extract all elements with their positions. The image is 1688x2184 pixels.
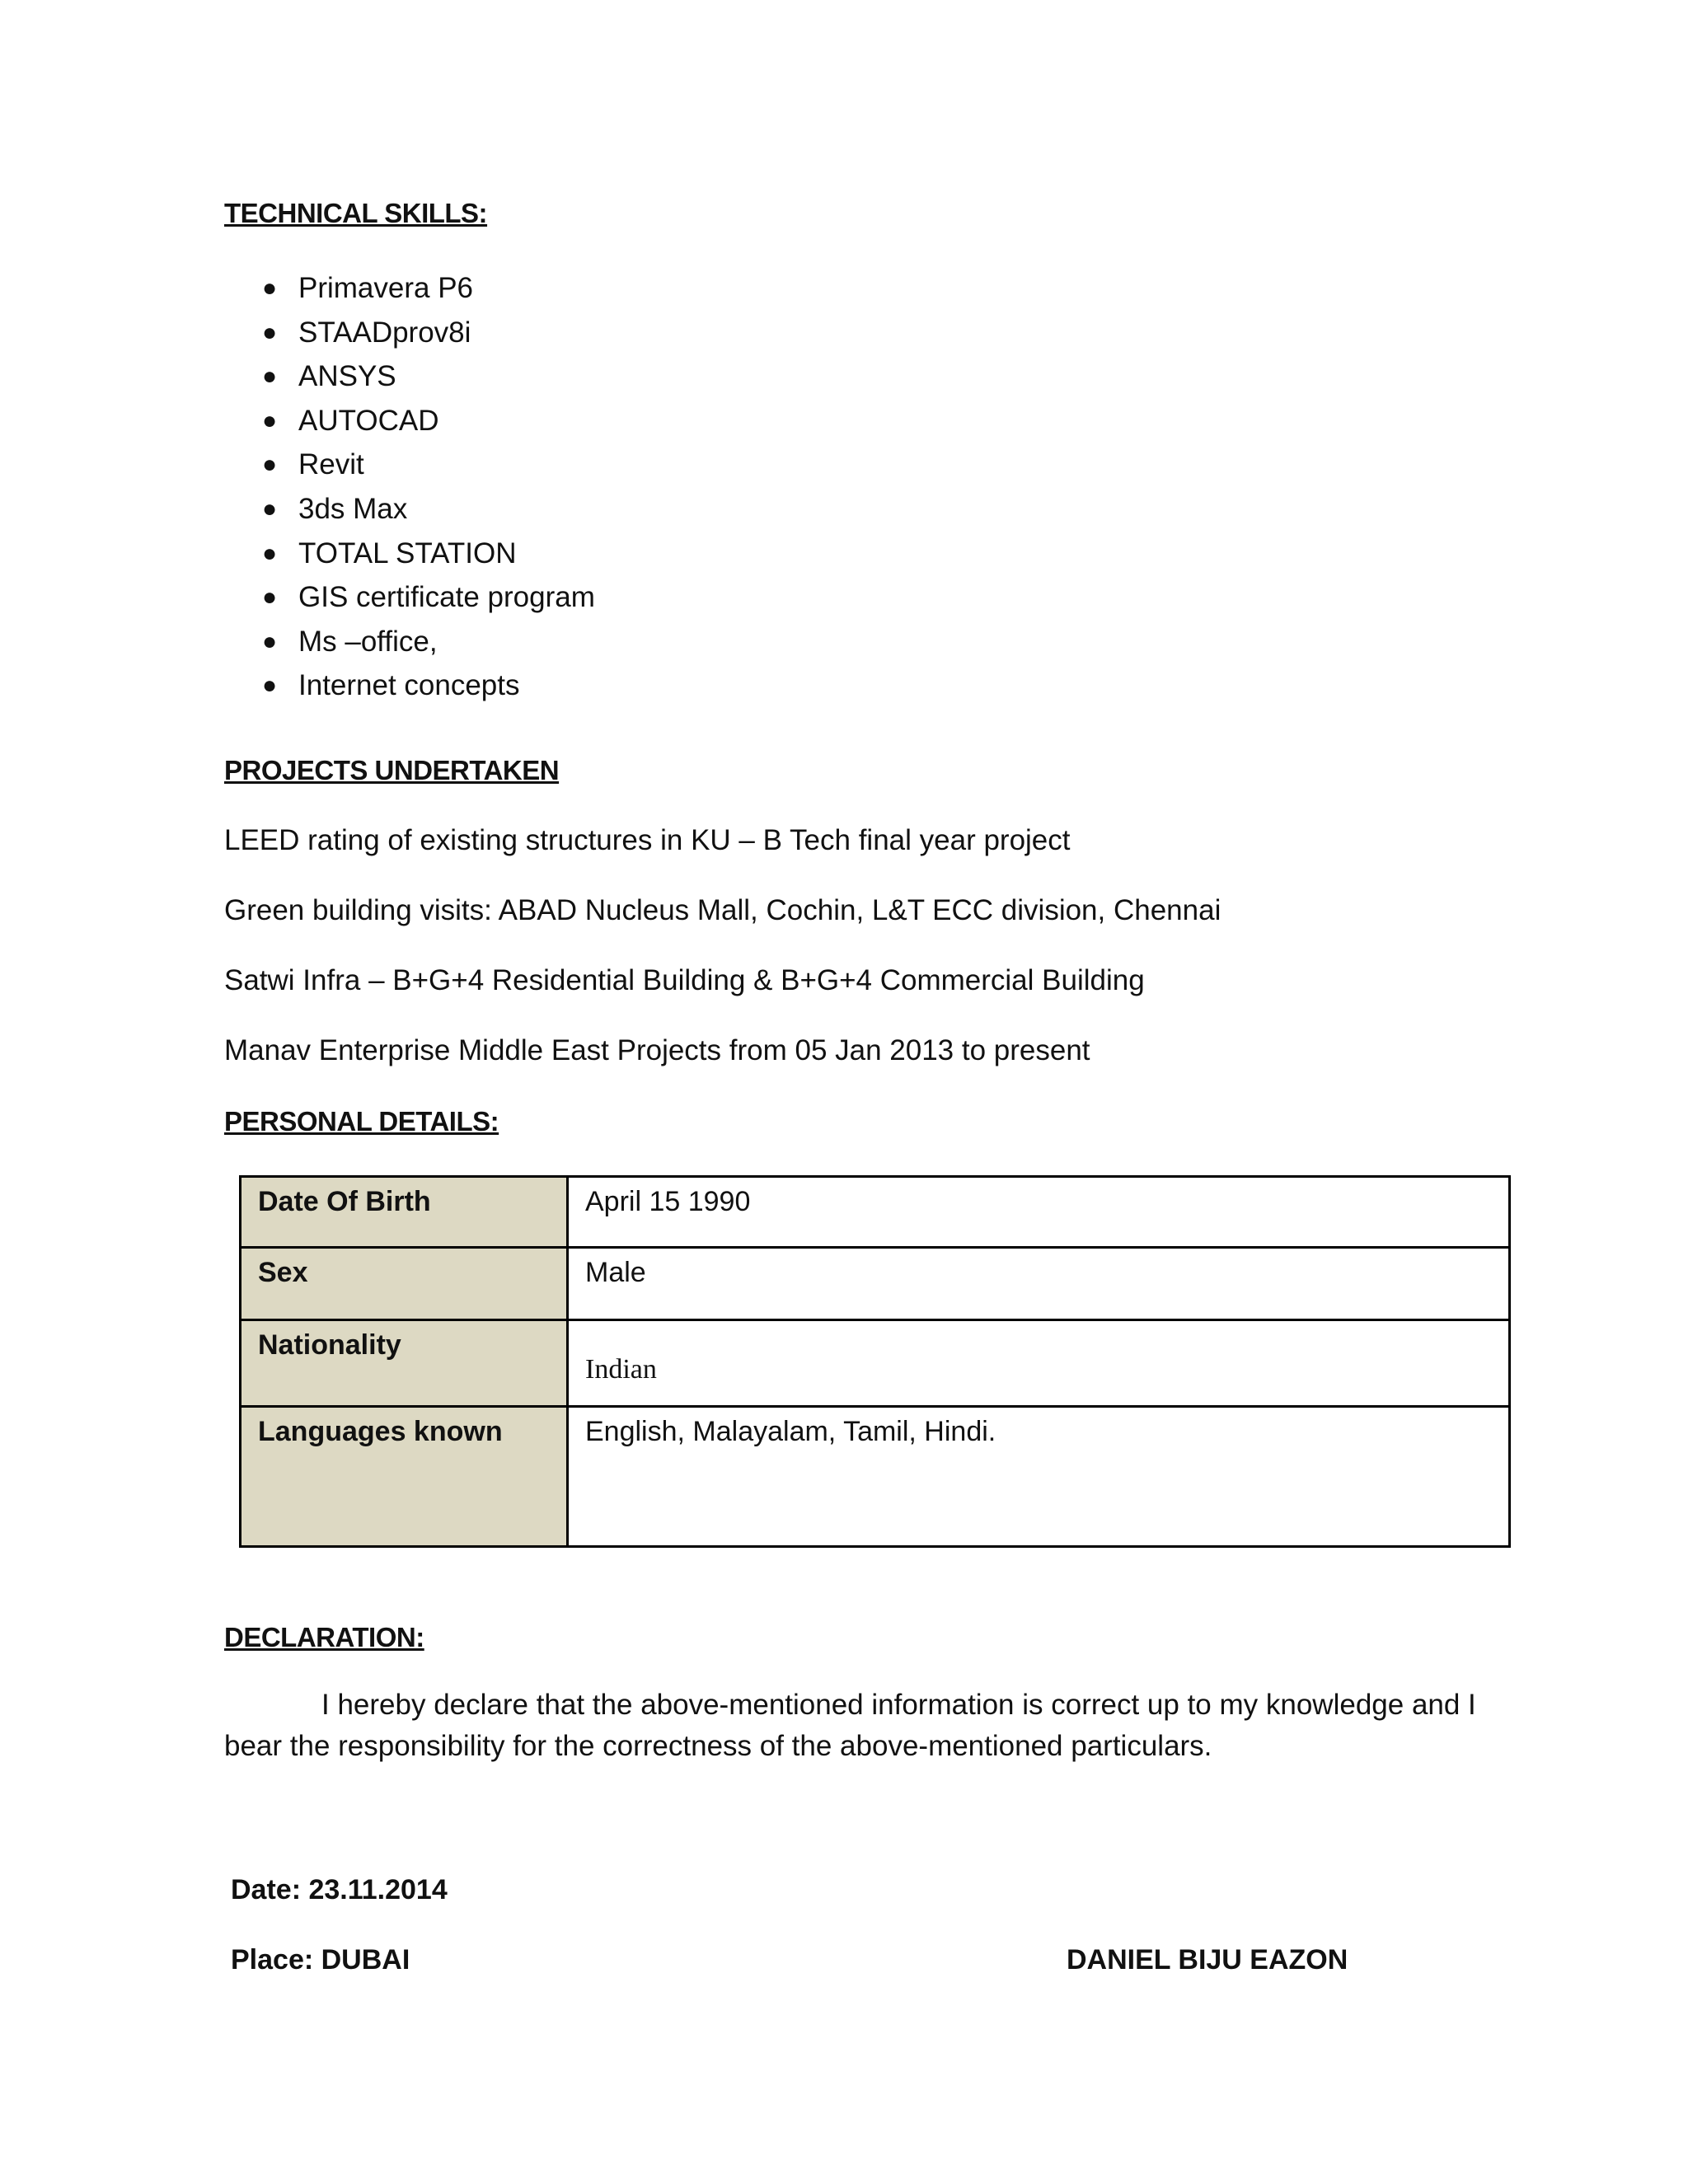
table-row — [241, 1177, 1510, 1248]
bullet-icon: ● — [262, 539, 278, 567]
list-item: ● Internet concepts — [262, 666, 595, 710]
list-item: ● TOTAL STATION — [262, 534, 595, 579]
table-row — [241, 1320, 1510, 1407]
list-item: ● ANSYS — [262, 357, 595, 401]
list-item: ● Ms –office, — [262, 622, 595, 667]
project-line: Manav Enterprise Middle East Projects from 05 Jan 2013 to present — [224, 1034, 1090, 1066]
place-label: Place: DUBAI — [231, 1944, 410, 1975]
bullet-icon: ● — [262, 672, 278, 700]
project-line: LEED rating of existing structures in KU – B Tech final year project — [224, 824, 1071, 856]
list-item: ● AUTOCAD — [262, 401, 595, 446]
table-row — [241, 1407, 1510, 1547]
bullet-icon: ● — [262, 363, 278, 391]
table-label: Date Of Birth — [241, 1177, 568, 1248]
list-item: ● Revit — [262, 445, 595, 490]
personal-details-table — [239, 1175, 1511, 1548]
bullet-icon: ● — [262, 451, 278, 479]
list-item: ● STAADprov8i — [262, 313, 595, 358]
table-value: April 15 1990 — [568, 1177, 1510, 1248]
table-value: Male — [568, 1248, 1510, 1320]
date-label: Date: 23.11.2014 — [231, 1874, 448, 1905]
bullet-icon: ● — [262, 274, 278, 302]
bullet-icon: ● — [262, 627, 278, 655]
table-value: Indian — [568, 1320, 1510, 1407]
signatory-name: DANIEL BIJU EAZON — [1067, 1944, 1348, 1975]
list-item: ● Primavera P6 — [262, 269, 595, 313]
bullet-icon: ● — [262, 494, 278, 523]
bullet-icon: ● — [262, 583, 278, 612]
project-line: Satwi Infra – B+G+4 Residential Building & B+G+4 Commercial Building — [224, 964, 1145, 996]
table-row — [241, 1248, 1510, 1320]
table-label: Nationality — [241, 1320, 568, 1407]
table-label: Sex — [241, 1248, 568, 1320]
list-item: ● 3ds Max — [262, 490, 595, 534]
list-item: ● GIS certificate program — [262, 578, 595, 622]
bullet-icon: ● — [262, 406, 278, 434]
declaration-heading: DECLARATION: — [224, 1622, 424, 1652]
table-value: English, Malayalam, Tamil, Hindi. — [568, 1407, 1510, 1547]
personal-details-heading: PERSONAL DETAILS: — [224, 1106, 499, 1137]
bullet-icon: ● — [262, 318, 278, 346]
project-line: Green building visits: ABAD Nucleus Mall, Cochin, L&T ECC division, Chennai — [224, 894, 1221, 926]
table-label: Languages known — [241, 1407, 568, 1547]
technical-skills-heading: TECHNICAL SKILLS: — [224, 198, 488, 228]
projects-heading: PROJECTS UNDERTAKEN — [224, 755, 560, 785]
skills-list — [262, 269, 595, 710]
declaration-text: I hereby declare that the above-mentioned information is correct up to my knowledge and I bear the responsibility for the correctness of the above-mentioned particulars. — [224, 1689, 1476, 1762]
